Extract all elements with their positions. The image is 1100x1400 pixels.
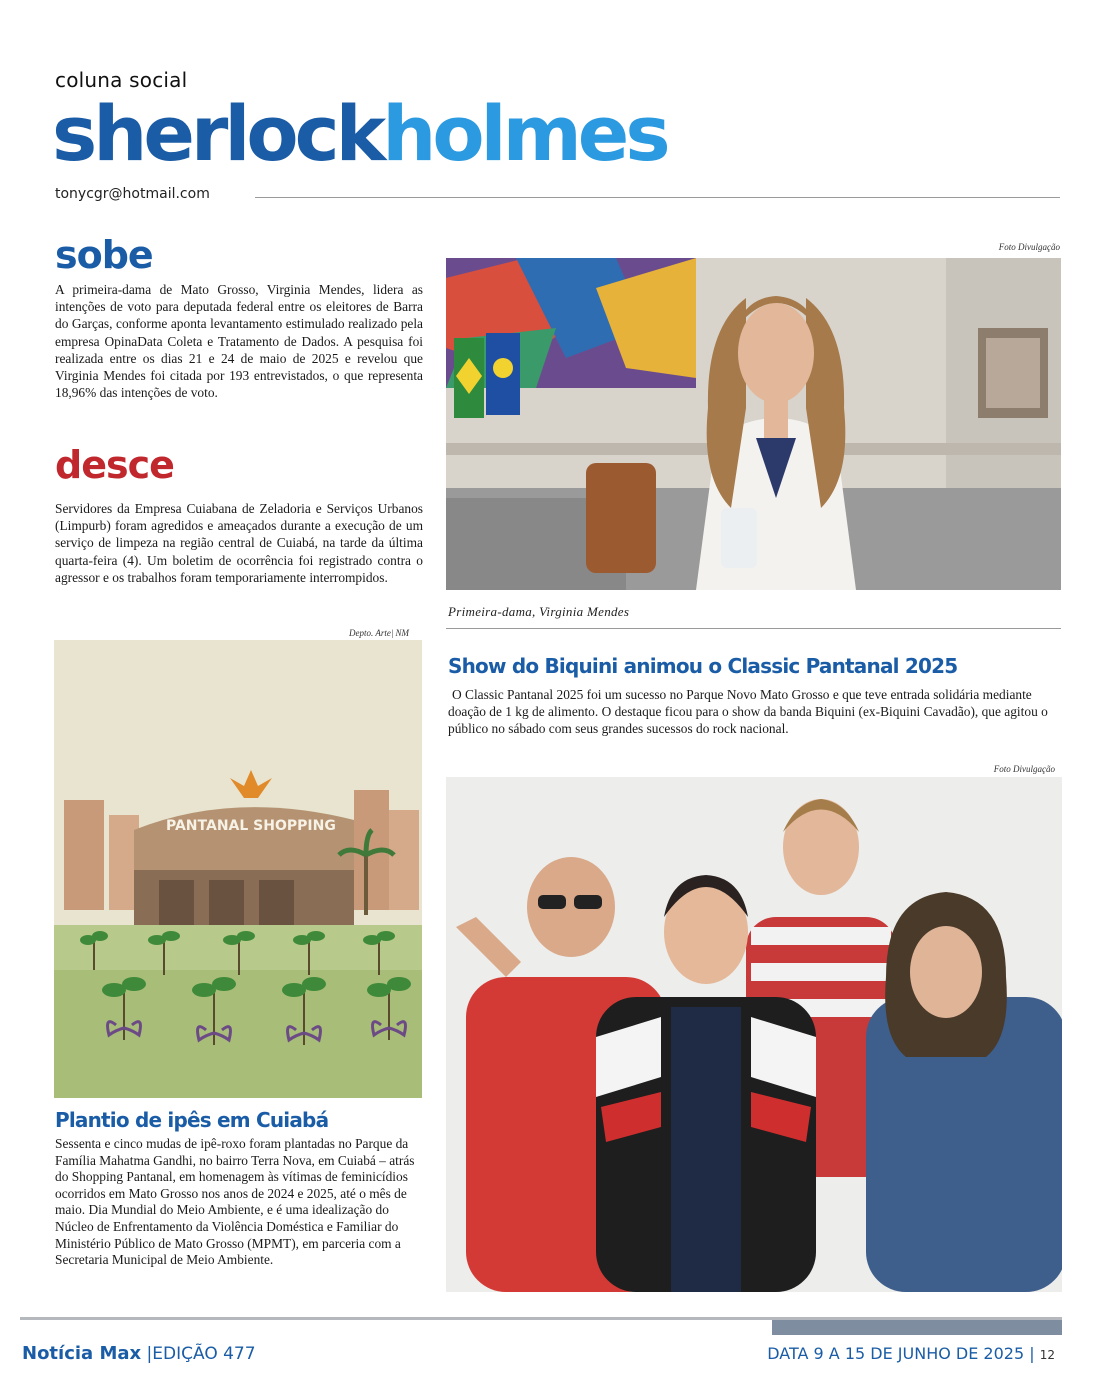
photo-credit-band: Foto Divulgação xyxy=(993,764,1055,774)
footer-date xyxy=(767,1344,1055,1363)
show-text: O Classic Pantanal 2025 foi um sucesso no Parque Novo Mato Grosso e que teve entrada solidária mediante doação de 1 kg de alimento. O destaque ficou para o show da banda Biquini (ex-Biquini Cavadão), que agitou o público no sábado com seus grandes sucessos do rock nacional. xyxy=(448,687,1048,737)
masthead xyxy=(52,89,667,178)
section-divider xyxy=(446,628,1061,629)
photo-band-biquini-illustration xyxy=(446,777,1062,1292)
illustration-pantanal-shopping xyxy=(54,640,422,1098)
sobe-heading: sobe xyxy=(55,233,153,277)
plantio-text: Sessenta e cinco mudas de ipê-roxo foram plantadas no Parque da Família Mahatma Gandhi, no bairro Terra Nova, em Cuiabá – atrás do Shopping Pantanal, em homenagem às vítimas de feminicídios ocorridos em Mato Grosso nos anos de 2024 e 2025, até o mês de maio. Dia Mundial do Meio Ambiente, e é uma idealização do Núcleo de Enfrentamento da Violência Doméstica e Familiar do Ministério Público de Mato Grosso (MPMT), em parceria com a Secretaria Municipal de Meio Ambiente. xyxy=(55,1136,415,1268)
photo-credit-first-lady: Foto Divulgação xyxy=(998,242,1060,252)
desce-text: Servidores da Empresa Cuiabana de Zeladoria e Serviços Urbanos (Limpurb) foram agredidos e ameaçados durante a execução de um serviço de limpeza na região central de Cuiabá, na tarde da última quarta-feira (4). Um boletim de ocorrência foi registrado contra o agressor e os trabalhos foram temporariamente interrompidos. xyxy=(55,501,423,585)
show-headline: Show do Biquini animou o Classic Pantanal 2025 xyxy=(448,654,958,678)
illustration-credit: Depto. Arte| NM xyxy=(349,628,410,638)
header-divider xyxy=(255,197,1060,198)
mall-sign: PANTANAL SHOPPING xyxy=(166,818,336,834)
illustration-pantanal-shopping-drawing xyxy=(54,640,422,1098)
desce-heading: desce xyxy=(55,443,174,487)
masthead-part1: sherlock xyxy=(52,89,383,178)
section-label: coluna social xyxy=(55,68,188,92)
footer-accent-bar xyxy=(772,1320,1062,1335)
photo-caption-first-lady: Primeira-dama, Virginia Mendes xyxy=(448,604,630,619)
footer-publication xyxy=(22,1343,256,1364)
footer-date-text: DATA 9 A 15 DE JUNHO DE 2025 | xyxy=(767,1344,1035,1363)
photo-first-lady xyxy=(446,258,1061,590)
photo-band-biquini xyxy=(446,777,1062,1292)
sobe-text: A primeira-dama de Mato Grosso, Virginia Mendes, lidera as intenções de voto para deputada federal entre os eleitores de Barra do Garças, conforme aponta levantamento estimulado realizado pela empresa OpinaData Coleta e Tratamento de Dados. A pesquisa foi realizada entre os dias 21 e 24 de maio de 2025 e revelou que Virginia Mendes foi citada por 193 entrevistados, o que representa 18,96% das intenções de voto. xyxy=(55,282,423,401)
photo-first-lady-illustration xyxy=(446,258,1061,590)
author-email[interactable]: tonycgr@hotmail.com xyxy=(55,186,210,202)
footer-edition: |EDIÇÃO 477 xyxy=(146,1344,256,1364)
masthead-part2: holmes xyxy=(382,89,667,178)
footer-brand: Notícia Max xyxy=(22,1343,142,1364)
plantio-headline: Plantio de ipês em Cuiabá xyxy=(55,1108,329,1132)
page-number: 12 xyxy=(1039,1348,1055,1362)
